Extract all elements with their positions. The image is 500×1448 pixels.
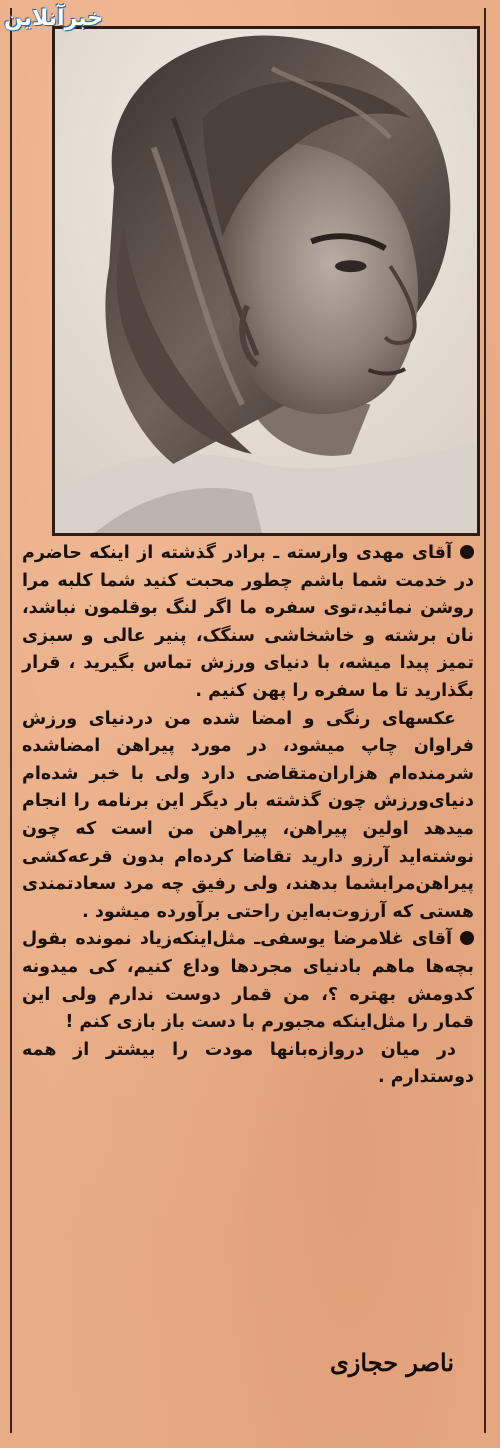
paragraph-text: در میان دروازه‌بانها مودت را بیشتر از همه دوستدارم . bbox=[22, 1039, 474, 1088]
portrait-photo-icon bbox=[55, 29, 477, 533]
closing-remark bbox=[22, 1037, 474, 1092]
letter-reply-1-continued bbox=[22, 706, 474, 927]
letter-reply-2 bbox=[22, 926, 474, 1036]
watermark-logo: خبرآنلاین bbox=[4, 6, 104, 31]
article-body bbox=[22, 540, 474, 1092]
author-signature: ناصر حجازی bbox=[330, 1348, 454, 1377]
paragraph-text: آقای غلامرضا یوسفی‌ـ مثل‌اینکه‌زیاد نمونده بقول بچه‌ها ماهم بادنیای مجردها وداع کنیم، کی میدونه کدومش بهتره ؟، من قمار دوست ندارم ولی این قمار را مثل‌اینکه مجبورم با دست باز بازی کنم ! bbox=[22, 929, 474, 1033]
letter-reply-1 bbox=[22, 540, 474, 706]
paragraph-text: آقای مهدی وارسته ـ برادر گذشته از اینکه حاضرم در خدمت شما باشم چطور محبت کنید شما کلبه مرا روشن نمائید،توی سفره ما اگر لنگ بوقلمون نباشد، نان برشته و خاشخاشی سنگک، پنیر عالی و سبزی تمیز پیدا میشه، با دنیای ورزش تماس بگیرید ، قرار بگذارید تا ما سفره را پهن کنیم . bbox=[22, 543, 474, 701]
bullet-icon bbox=[460, 931, 474, 945]
portrait-photo bbox=[52, 26, 480, 536]
paragraph-text: عکسهای رنگی و امضا شده من دردنیای ورزش فراوان چاپ میشود، در مورد پیراهن امضاشده شرمنده‌ام هزاران‌متقاضی دارد ولی با خبر شده‌ام دنیای‌ورزش چون گذشته بار دیگر این برنامه را انجام میدهد اولین پیراهن، پیراهن من است که چون نوشته‌اید آرزو دارید تقاضا کرده‌ام بدون قرعه‌کشی پیراهن‌مرابشما بدهند، ولی رفیق چه مرد سعادتمندی هستی که آرزوت‌به‌این راحتی برآورده میشود . bbox=[22, 708, 474, 922]
bullet-icon bbox=[460, 545, 474, 559]
